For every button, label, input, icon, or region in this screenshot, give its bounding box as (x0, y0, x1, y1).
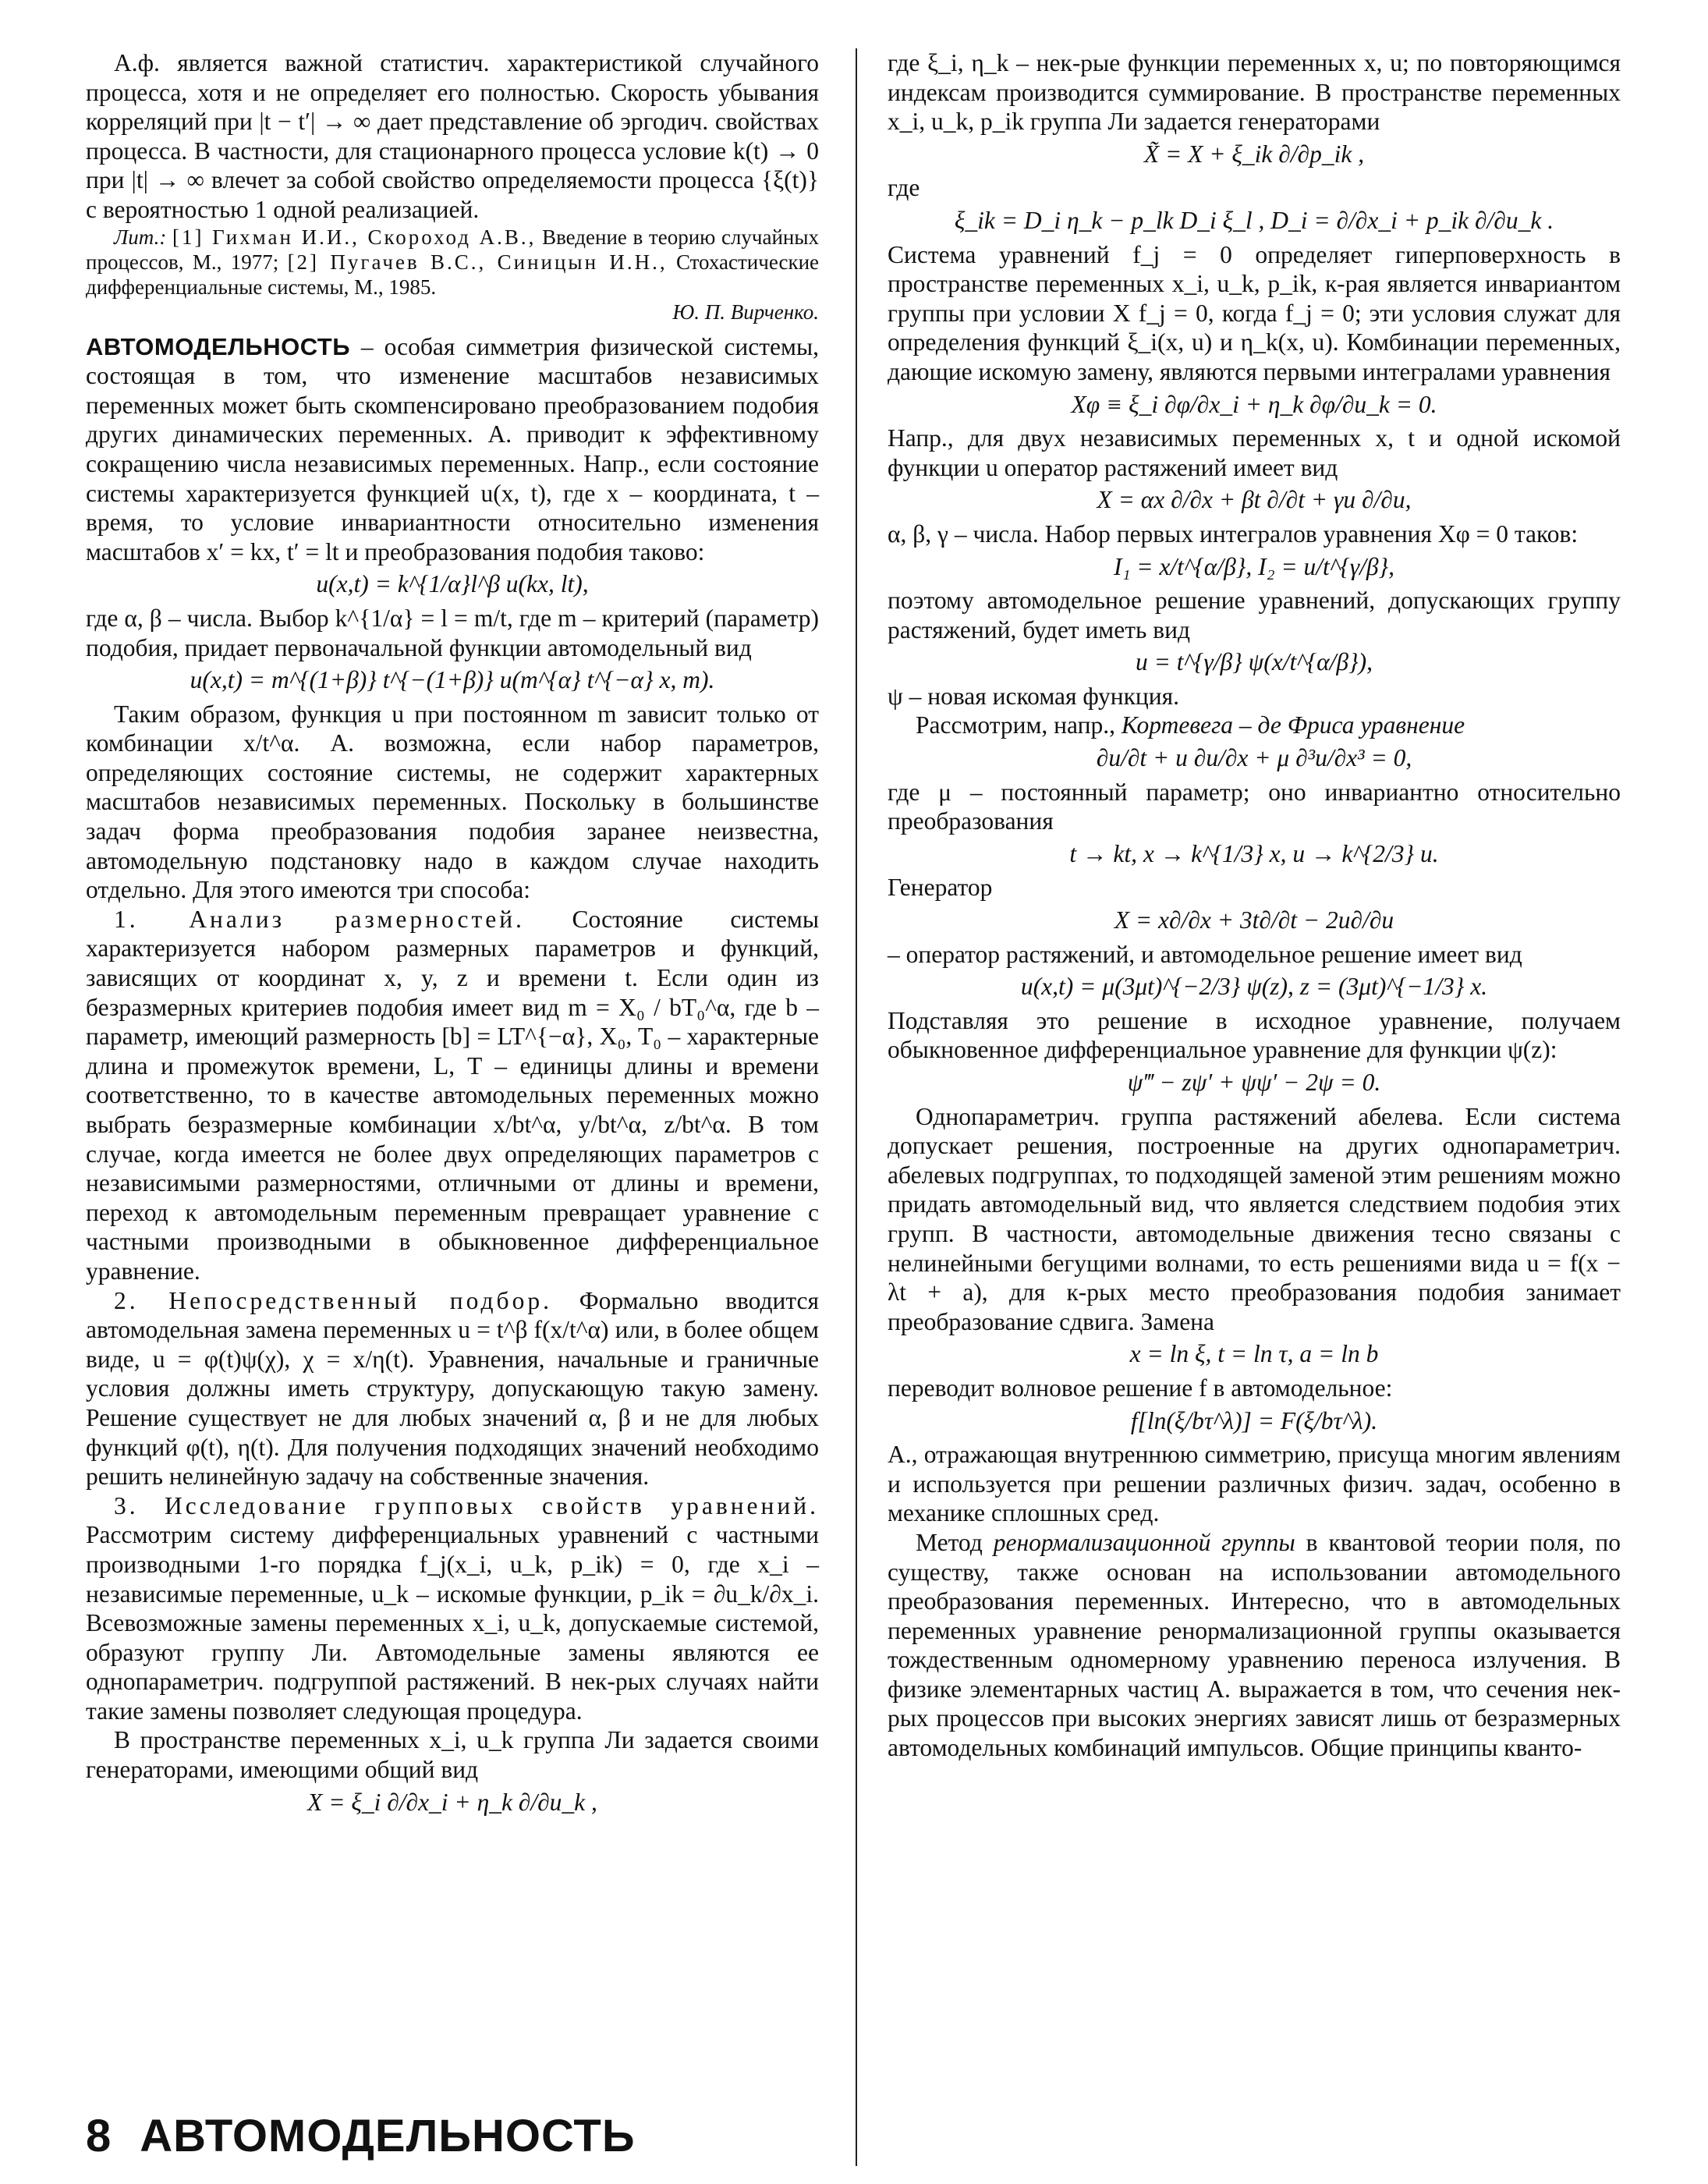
method-1-title: 1. Анализ размерностей. (114, 905, 525, 933)
article-definition (86, 332, 819, 567)
equation-4: X̃ = X + ξ_ik ∂/∂p_ik , (1143, 140, 1365, 168)
kdv-intro: Рассмотрим, напр., (916, 711, 1115, 739)
method-3-text: Рассмотрим систему дифференциальных уравнений с частными производными 1-го порядка f_j(x_i, u_k, p_ik) = 0, где x_i – независимые переменные, u_k – искомые функции, p_ik = ∂u_k/∂x_i. Всевозможные замены переменных x_i, u_k, допускаемые системой, образуют группу Ли. Автомодельные замены являются ее однопараметрич. подгруппой растяжений. В нек-рых случаях найти такие замены позволяет следующая процедура. (86, 1521, 819, 1725)
equation-6: Xφ ≡ ξ_i ∂φ/∂x_i + η_k ∂φ/∂u_k = 0. (1071, 390, 1437, 418)
article-headword: АВТОМОДЕЛЬНОСТЬ (86, 332, 351, 360)
literature-label: Лит.: (114, 225, 167, 249)
equation-16: f[ln(ξ/bτ^λ)] = F(ξ/bτ^λ). (1130, 1406, 1378, 1434)
paragraph-mu: где μ – постоянный параметр; оно инвариантно относительно преобразования (888, 778, 1621, 835)
where-word: где (888, 174, 920, 202)
equation-5: ξ_ik = D_i η_k − p_lk D_i ξ_l , D_i = ∂/∂x_i + p_ik ∂/∂u_k . (954, 206, 1554, 234)
paragraph-translates: переводит волновое решение f в автомодельное: (888, 1374, 1393, 1402)
left-column (86, 48, 819, 1821)
method-word: Метод (916, 1528, 983, 1556)
paragraph-example: Напр., для двух независимых переменных x, t и одной искомой функции u оператор растяжений имеет вид (888, 424, 1621, 481)
method-1 (86, 905, 819, 1286)
definition-text: – особая симметрия физической системы, состоящая в том, что изменение масштабов независимых переменных может быть скомпенсировано преобразованием подобия других динамических переменных. А. приводит к эффективному сокращению числа независимых переменных. Напр., если состояние системы характеризуется функцией u(x, t), где x – координата, t – время, то условие инвариантности относительно изменения масштабов x′ = kx, t′ = lt и преобразования подобия таково: (86, 332, 819, 566)
equation-10: ∂u/∂t + u ∂u/∂x + μ ∂³u/∂x³ = 0, (1096, 744, 1412, 772)
equation-13: u(x,t) = μ(3μt)^{−2/3} ψ(z), z = (3μt)^{−1/3} x. (1020, 973, 1488, 1001)
method-1-text: Состояние системы характеризуется набором размерных параметров и функций, зависящих от координат x, y, z и времени t. Если один из безразмерных критериев подобия имеет вид m = X₀ / bT₀^α, где b – параметр, имеющий размерность [b] = LT^{−α}, X₀, T₀ – характерные длина и промежуток времени, L, T – единицы длины и времени соответственно, то в качестве автомодельных переменных можно выбрать безразмерные комбинации x/bt^α, y/bt^α, z/bt^α. В том случае, когда имеется не более двух определяющих параметров с независимыми размерностями, отличными от длины и времени, переход к автомодельным переменным превращает уравнение с частными производными в обыкновенное дифференциальное уравнение. (86, 905, 819, 1285)
renormalization-group-link: ренормализационной группы (993, 1528, 1295, 1556)
ref-1-title: Введение в теорию случайных процессов, М., 1977; (86, 225, 820, 274)
paragraph-numbers: α, β, γ – числа. Набор первых интегралов уравнения Xφ = 0 таков: (888, 519, 1579, 548)
equation-2: u(x,t) = m^{(1+β)} t^{−(1+β)} u(m^{α} t^{−α} x, m). (190, 666, 715, 694)
ref-2-title: Стохастические дифференциальные системы, М., 1985. (86, 250, 820, 299)
paragraph-system: Система уравнений f_j = 0 определяет гиперповерхность в пространстве переменных x_i, u_k, p_ik, к-рая является инвариантом группы при условии X f_j = 0, когда f_j = 0; эти условия служат для определения функций ξ_i(x, u) и η_k(x, u). Комбинации переменных, дающие искомую замену, являются первыми интегралами уравнения (888, 240, 1621, 385)
equation-8: I₁ = x/t^{α/β}, I₂ = u/t^{γ/β}, (1113, 552, 1395, 580)
paragraph-choice: где α, β – числа. Выбор k^{1/α} = l = m/t, где m – критерий (параметр) подобия, придает первоначальной функции автомодельный вид (86, 604, 819, 661)
paragraph-symmetry: А., отражающая внутреннюю симметрию, присуща многим явлениям и используется при решении различных физич. задач, особенно в механике сплошных сред. (888, 1441, 1621, 1527)
method-2-text: Формально вводится автомодельная замена переменных u = t^β f(x/t^α) или, в более общем виде, u = φ(t)ψ(χ), χ = x/η(t). Уравнения, начальные и граничные условия должны иметь структуру, допускающую такую замену. Решение существует не для любых значений α, β и не для любых функций φ(t), η(t). Для получения подходящих значений необходимо решить нелинейную задачу на собственные значения. (86, 1286, 819, 1491)
author-signature: Ю. П. Вирченко. (672, 300, 819, 324)
paragraph-therefore: поэтому автомодельное решение уравнений, допускающих группу растяжений, будет иметь вид (888, 587, 1621, 644)
paragraph-thus: Таким образом, функция u при постоянном m зависит только от комбинации x/t^α. А. возможна, если набор параметров, определяющих состояние системы, не содержит характерных масштабов независимых переменных. Поскольку в большинстве задач форма преобразования подобия заранее неизвестна, автомодельную подстановку надо в каждом случае находить отдельно. Для этого имеются три способа: (86, 700, 819, 904)
method-3 (86, 1491, 819, 1726)
column-divider (856, 48, 857, 2166)
paragraph-where-functions: где ξ_i, η_k – нек-рые функции переменных x, u; по повторяющимся индексам производится суммирование. В пространстве переменных x_i, u_k, p_ik группа Ли задается генераторами (888, 49, 1621, 136)
ref-2-authors: [2] Пугачев В.С., Синицын И.Н., (287, 250, 668, 274)
paragraph-operator: – оператор растяжений, и автомодельное решение имеет вид (888, 940, 1522, 968)
page-footer (86, 2110, 636, 2162)
literature-references (86, 225, 819, 300)
equation-9: u = t^{γ/β} ψ(x/t^{α/β}), (1135, 648, 1373, 676)
equation-3: X = ξ_i ∂/∂x_i + η_k ∂/∂u_k , (307, 1788, 597, 1816)
method-3-title: 3. Исследование групповых свойств уравнений. (114, 1491, 819, 1519)
ref-1-authors: [1] Гихман И.И., Скороход А.В., (172, 225, 537, 249)
paragraph-abelian: Однопараметрич. группа растяжений абелева. Если система допускает решения, построенные на других однопараметрич. абелевых подгруппах, то подходящей заменой этим решениям можно придать автомодельный вид, что является следствием подобия этих групп. В частности, автомодельные движения тесно связаны с нелинейными бегущими волнами, то есть решениями вида u = f(x − λt + a), для к-рых место преобразования подобия занимает преобразование сдвига. Замена (888, 1102, 1621, 1335)
page-number: 8 (86, 2111, 112, 2161)
paragraph-kdv (888, 711, 1621, 740)
equation-12: X = x∂/∂x + 3t∂/∂t − 2u∂/∂u (1114, 906, 1394, 934)
paragraph-renormalization (888, 1528, 1621, 1763)
right-column (888, 48, 1621, 1763)
paragraph-lie-space: В пространстве переменных x_i, u_k группа Ли задается своими генераторами, имеющими общий вид (86, 1726, 819, 1784)
intro-paragraph: А.ф. является важной статистич. характеристикой случайного процесса, хотя и не определяет его полностью. Скорость убывания корреляций при |t − t′| → ∞ дает представление об эргодич. свойствах процесса. В частности, для стационарного процесса условие k(t) → 0 при |t| → ∞ влечет за собой свойство определяемости процесса {ξ(t)} с вероятностью 1 одной реализацией. (86, 49, 819, 223)
equation-14: ψ‴ − zψ′ + ψψ′ − 2ψ = 0. (1127, 1069, 1381, 1096)
renormalization-text: в квантовой теории поля, по существу, также основан на использовании автомодельного преобразования переменных. Интересно, что в автомодельных переменных уравнение ренормализационной группы оказывается тождественным одномерному уравнению переноса излучения. В физике элементарных частиц А. выражается в том, что сечения нек-рых процессов при высоких энергиях зависят лишь от безразмерных автомодельных комбинаций импульсов. Общие принципы кванто- (888, 1528, 1621, 1762)
paragraph-substitute: Подставляя это решение в исходное уравнение, получаем обыкновенное дифференциальное уравнение для функции ψ(z): (888, 1006, 1621, 1064)
generator-word: Генератор (888, 874, 993, 902)
paragraph-psi: ψ – новая искомая функция. (888, 682, 1180, 710)
kdv-equation-link: Кортевега – де Фриса уравнение (1121, 711, 1465, 739)
method-2 (86, 1286, 819, 1491)
equation-1: u(x,t) = k^{1/α}l^β u(kx, lt), (316, 570, 589, 598)
equation-7: X = αx ∂/∂x + βt ∂/∂t + γu ∂/∂u, (1097, 486, 1412, 514)
equation-11: t → kt, x → k^{1/3} x, u → k^{2/3} u. (1069, 839, 1439, 867)
running-title: АВТОМОДЕЛЬНОСТЬ (140, 2111, 636, 2161)
equation-15: x = ln ξ, t = ln τ, a = ln b (1129, 1340, 1379, 1368)
method-2-title: 2. Непосредственный подбор. (114, 1286, 552, 1314)
